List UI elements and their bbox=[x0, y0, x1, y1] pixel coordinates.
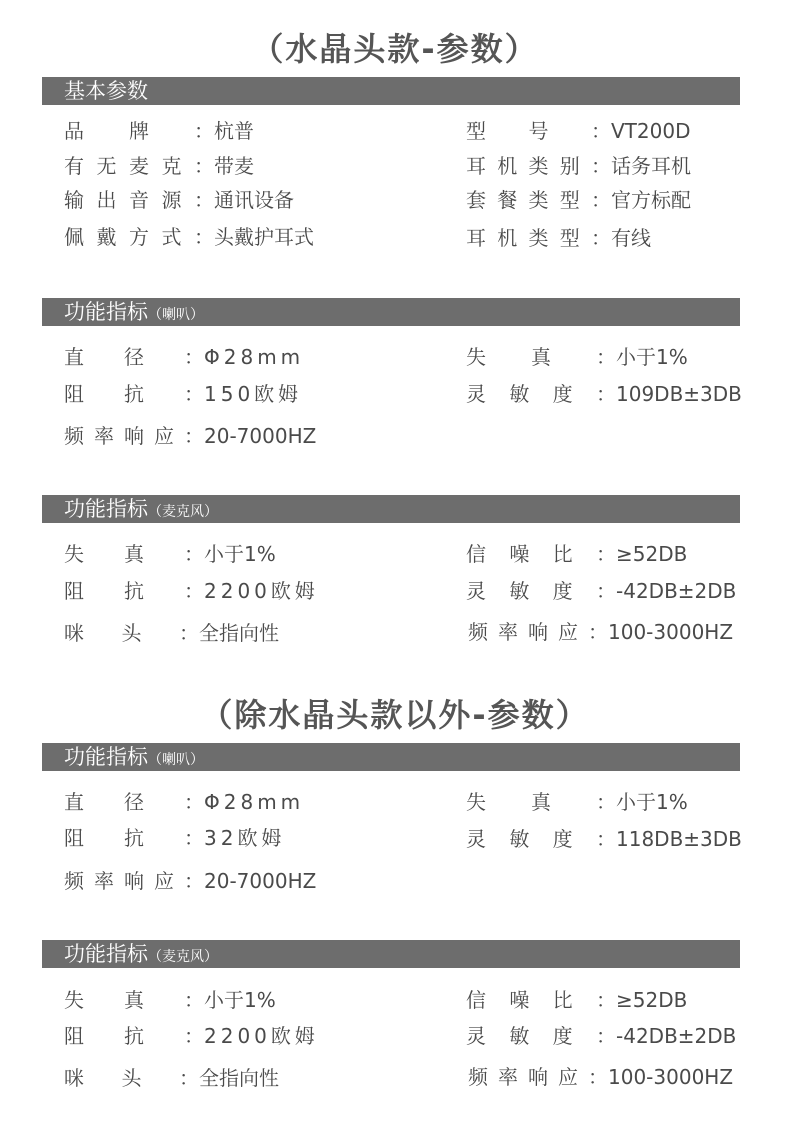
spec-label: 咪头： bbox=[64, 621, 199, 645]
spec-row bbox=[64, 1062, 279, 1091]
section-header-label: 功能指标 bbox=[64, 942, 148, 966]
spec-row bbox=[468, 1061, 733, 1090]
spec-value: ≥52DB bbox=[616, 988, 688, 1012]
spec-row bbox=[64, 1020, 319, 1049]
page-title: （水晶头款-参数） bbox=[251, 30, 539, 68]
spec-row bbox=[466, 575, 736, 604]
spec-row bbox=[64, 150, 254, 179]
spec-label: 灵敏度： bbox=[466, 579, 616, 603]
spec-value: -42DB±2DB bbox=[616, 579, 737, 603]
section-header-label: 功能指标 bbox=[64, 497, 148, 521]
spec-row bbox=[466, 184, 691, 213]
spec-label: 阻抗： bbox=[64, 1024, 204, 1048]
spec-label: 阻抗： bbox=[64, 826, 204, 850]
spec-value: 100-3000HZ bbox=[608, 620, 734, 644]
spec-row bbox=[64, 378, 302, 407]
section-header-mic bbox=[42, 940, 740, 968]
spec-row bbox=[466, 222, 651, 251]
spec-label: 失真： bbox=[466, 790, 616, 814]
spec-label: 失真： bbox=[64, 542, 204, 566]
section-header-sub: （麦克风） bbox=[148, 504, 218, 520]
spec-row bbox=[64, 538, 276, 567]
spec-value: -42DB±2DB bbox=[616, 1024, 737, 1048]
spec-value: 150欧姆 bbox=[204, 382, 303, 406]
spec-row bbox=[466, 786, 688, 815]
spec-value: 有线 bbox=[611, 226, 651, 250]
spec-row bbox=[64, 617, 279, 646]
spec-value: 头戴护耳式 bbox=[214, 225, 314, 249]
spec-label: 信噪比： bbox=[466, 542, 616, 566]
spec-label: 失真： bbox=[466, 345, 616, 369]
spec-value: 118DB±3DB bbox=[616, 827, 742, 851]
page-subtitle: （除水晶头款以外-参数） bbox=[200, 696, 590, 734]
spec-value: 官方标配 bbox=[611, 188, 691, 212]
spec-value: 20-7000HZ bbox=[204, 869, 317, 893]
spec-label: 频率响应： bbox=[64, 869, 204, 893]
spec-label: 频率响应： bbox=[64, 424, 204, 448]
spec-value: 通讯设备 bbox=[214, 188, 294, 212]
spec-row bbox=[64, 184, 294, 213]
spec-value: 小于1% bbox=[204, 542, 276, 566]
spec-row bbox=[64, 221, 314, 250]
spec-label: 直径： bbox=[64, 345, 204, 369]
spec-label: 输出音源： bbox=[64, 188, 214, 212]
spec-label: 耳机类别： bbox=[466, 154, 611, 178]
spec-row bbox=[64, 865, 316, 894]
spec-value: 小于1% bbox=[616, 345, 688, 369]
section-header-label: 基本参数 bbox=[64, 79, 148, 103]
spec-row bbox=[466, 115, 690, 144]
spec-value: 20-7000HZ bbox=[204, 424, 317, 448]
spec-value: 全指向性 bbox=[199, 1066, 279, 1090]
section-header-label: 功能指标 bbox=[64, 300, 148, 324]
spec-row bbox=[466, 823, 742, 852]
spec-row bbox=[466, 378, 742, 407]
spec-label: 型号： bbox=[466, 119, 611, 143]
section-header-sub: （喇叭） bbox=[148, 307, 204, 323]
spec-label: 信噪比： bbox=[466, 988, 616, 1012]
spec-value: 带麦 bbox=[214, 154, 254, 178]
spec-row bbox=[466, 538, 687, 567]
spec-label: 灵敏度： bbox=[466, 827, 616, 851]
spec-row bbox=[64, 575, 319, 604]
section-header-speaker bbox=[42, 743, 740, 771]
spec-row bbox=[64, 420, 316, 449]
spec-row bbox=[466, 984, 687, 1013]
spec-label: 阻抗： bbox=[64, 382, 204, 406]
spec-label: 佩戴方式： bbox=[64, 225, 214, 249]
spec-row bbox=[466, 150, 691, 179]
spec-row bbox=[64, 341, 304, 370]
spec-value: 100-3000HZ bbox=[608, 1065, 734, 1089]
spec-label: 灵敏度： bbox=[466, 1024, 616, 1048]
section-header-sub: （喇叭） bbox=[148, 752, 204, 768]
spec-value: 杭普 bbox=[214, 119, 254, 143]
spec-label: 灵敏度： bbox=[466, 382, 616, 406]
spec-value: 小于1% bbox=[616, 790, 688, 814]
spec-row bbox=[64, 786, 304, 815]
spec-value: VT200D bbox=[611, 119, 691, 143]
spec-label: 有无麦克： bbox=[64, 154, 214, 178]
spec-label: 频率响应： bbox=[468, 620, 608, 644]
spec-label: 咪头： bbox=[64, 1066, 199, 1090]
section-header-speaker bbox=[42, 298, 740, 326]
section-header-mic bbox=[42, 495, 740, 523]
spec-value: 2200欧姆 bbox=[204, 579, 319, 603]
spec-value: 全指向性 bbox=[199, 621, 279, 645]
spec-label: 阻抗： bbox=[64, 579, 204, 603]
spec-row bbox=[64, 822, 285, 851]
spec-value: 话务耳机 bbox=[611, 154, 691, 178]
spec-label: 耳机类型： bbox=[466, 226, 611, 250]
spec-value: 109DB±3DB bbox=[616, 382, 742, 406]
spec-label: 直径： bbox=[64, 790, 204, 814]
spec-row bbox=[64, 984, 276, 1013]
spec-row bbox=[466, 1020, 736, 1049]
section-header-basic bbox=[42, 77, 740, 105]
spec-row bbox=[466, 341, 688, 370]
section-header-sub: （麦克风） bbox=[148, 949, 218, 965]
spec-label: 频率响应： bbox=[468, 1065, 608, 1089]
spec-value: ≥52DB bbox=[616, 542, 688, 566]
spec-value: Φ28mm bbox=[204, 790, 305, 814]
spec-value: Φ28mm bbox=[204, 345, 305, 369]
section-header-label: 功能指标 bbox=[64, 745, 148, 769]
spec-row bbox=[468, 616, 733, 645]
spec-value: 2200欧姆 bbox=[204, 1024, 319, 1048]
spec-value: 小于1% bbox=[204, 988, 276, 1012]
spec-label: 套餐类型： bbox=[466, 188, 611, 212]
spec-value: 32欧姆 bbox=[204, 826, 286, 850]
spec-label: 品牌： bbox=[64, 119, 214, 143]
spec-label: 失真： bbox=[64, 988, 204, 1012]
spec-row bbox=[64, 115, 254, 144]
